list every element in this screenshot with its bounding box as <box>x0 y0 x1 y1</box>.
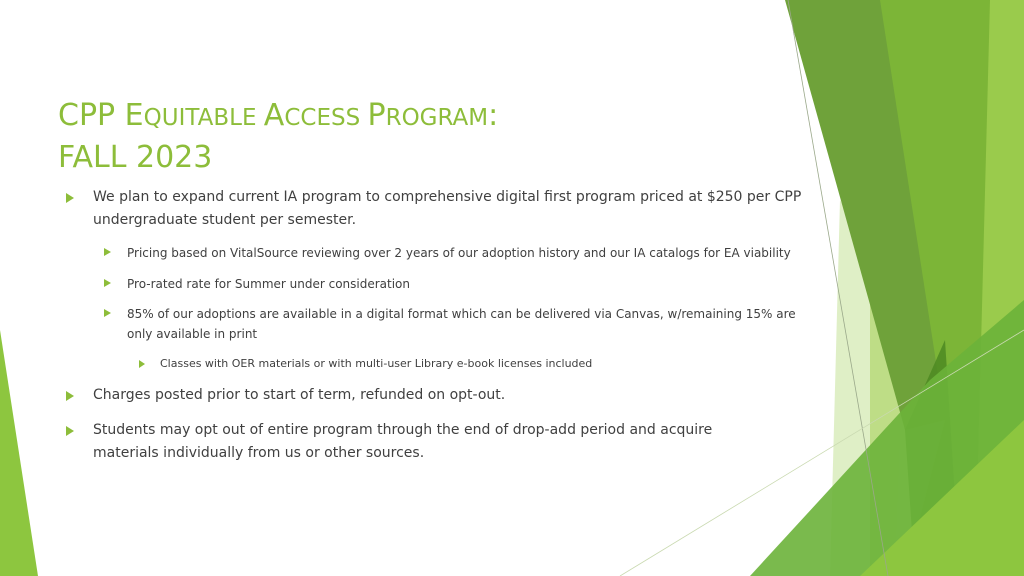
title-part: ROGRAM <box>385 105 489 131</box>
bullet-text-line: Students may opt out of entire program through the end of drop-add period and acquire <box>93 422 713 438</box>
bullet-text-line: Pricing based on VitalSource reviewing over 2 years of our adoption history and our IA catalogs for EA viability <box>127 246 791 260</box>
bullet-text-line: Charges posted prior to start of term, refunded on opt-out. <box>93 387 506 403</box>
bullet-text-line: undergraduate student per semester. <box>93 212 357 228</box>
bullet-text-line: 85% of our adoptions are available in a digital format which can be delivered via Canvas, w/remaining 15% are <box>127 307 796 321</box>
slide-title-line-2: FALL 2023 <box>58 140 213 175</box>
title-part: CCESS <box>284 105 368 131</box>
title-part: P <box>367 98 386 133</box>
bullet-arrow-icon <box>104 279 111 287</box>
bullet-text-line: Pro-rated rate for Summer under consideration <box>127 277 410 291</box>
title-part: E <box>124 98 144 133</box>
bullet-text-line: Classes with OER materials or with multi-user Library e-book licenses included <box>160 357 593 370</box>
title-part: : <box>488 98 499 133</box>
bullet-arrow-icon <box>139 360 145 368</box>
bullet-arrow-icon <box>104 309 111 317</box>
bullet-arrow-icon <box>66 193 74 203</box>
bullet-arrow-icon <box>104 248 111 256</box>
bullet-text-line: materials individually from us or other sources. <box>93 445 425 461</box>
title-part: QUITABLE <box>143 105 264 131</box>
title-part: CPP <box>58 98 125 133</box>
bullet-arrow-icon <box>66 391 74 401</box>
bullet-arrow-icon <box>66 426 74 436</box>
bullet-text-line: We plan to expand current IA program to comprehensive digital first program priced at $250 per CPP <box>93 189 802 205</box>
bullet-text-line: only available in print <box>127 327 258 341</box>
title-part: A <box>263 98 285 133</box>
